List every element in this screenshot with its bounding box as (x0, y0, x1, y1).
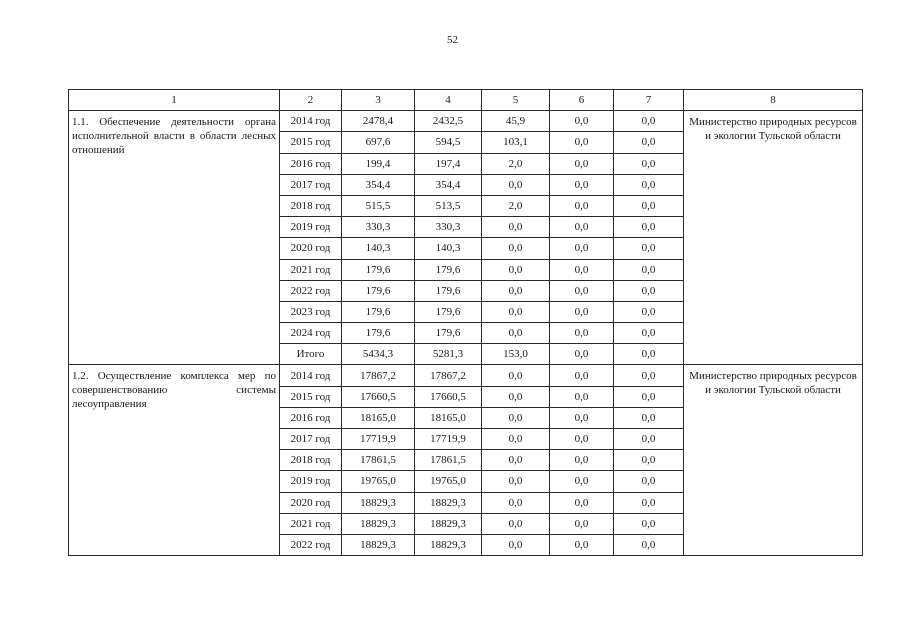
year-cell: 2022 год (280, 534, 342, 555)
value-cell: 0,0 (614, 280, 684, 301)
value-cell: 18829,3 (342, 492, 415, 513)
value-cell: 0,0 (550, 217, 614, 238)
value-cell: 17861,5 (342, 450, 415, 471)
value-cell: 0,0 (614, 534, 684, 555)
budget-table (68, 89, 863, 556)
value-cell: 0,0 (550, 386, 614, 407)
value-cell: 0,0 (550, 450, 614, 471)
header-col-2: 2 (280, 90, 342, 111)
value-cell: 0,0 (550, 471, 614, 492)
value-cell: 0,0 (482, 365, 550, 386)
value-cell: 0,0 (614, 344, 684, 365)
value-cell: 354,4 (342, 174, 415, 195)
value-cell: 0,0 (482, 534, 550, 555)
table-row (69, 365, 863, 386)
value-cell: 17861,5 (415, 450, 482, 471)
year-cell: 2016 год (280, 153, 342, 174)
value-cell: 197,4 (415, 153, 482, 174)
value-cell: 0,0 (614, 195, 684, 216)
value-cell: 0,0 (482, 386, 550, 407)
table-row (69, 111, 863, 132)
value-cell: 0,0 (614, 174, 684, 195)
value-cell: 0,0 (550, 513, 614, 534)
value-cell: 0,0 (614, 407, 684, 428)
value-cell: 19765,0 (415, 471, 482, 492)
value-cell: 179,6 (415, 301, 482, 322)
value-cell: 0,0 (614, 111, 684, 132)
year-cell: 2014 год (280, 111, 342, 132)
value-cell: 0,0 (482, 407, 550, 428)
value-cell: 0,0 (550, 259, 614, 280)
value-cell: 18829,3 (415, 492, 482, 513)
value-cell: 2432,5 (415, 111, 482, 132)
value-cell: 17867,2 (342, 365, 415, 386)
responsible-executor: Министерство природных ресурсов и экологии Тульской области (684, 111, 863, 365)
value-cell: 697,6 (342, 132, 415, 153)
value-cell: 594,5 (415, 132, 482, 153)
value-cell: 0,0 (482, 513, 550, 534)
header-col-6: 6 (550, 90, 614, 111)
page-number: 52 (447, 34, 458, 46)
value-cell: 0,0 (482, 259, 550, 280)
year-cell: 2022 год (280, 280, 342, 301)
measure-description: 1.2. Осуществление комплекса мер по совершенствованию системы лесоуправления (69, 365, 280, 556)
year-cell: 2021 год (280, 259, 342, 280)
value-cell: 0,0 (550, 195, 614, 216)
value-cell: 0,0 (482, 217, 550, 238)
value-cell: 45,9 (482, 111, 550, 132)
year-cell: Итого (280, 344, 342, 365)
value-cell: 0,0 (614, 492, 684, 513)
year-cell: 2017 год (280, 429, 342, 450)
value-cell: 0,0 (482, 301, 550, 322)
year-cell: 2019 год (280, 471, 342, 492)
value-cell: 513,5 (415, 195, 482, 216)
year-cell: 2023 год (280, 301, 342, 322)
value-cell: 153,0 (482, 344, 550, 365)
value-cell: 0,0 (550, 344, 614, 365)
value-cell: 103,1 (482, 132, 550, 153)
value-cell: 330,3 (415, 217, 482, 238)
year-cell: 2020 год (280, 238, 342, 259)
year-cell: 2018 год (280, 450, 342, 471)
value-cell: 17660,5 (342, 386, 415, 407)
year-cell: 2018 год (280, 195, 342, 216)
value-cell: 0,0 (614, 513, 684, 534)
value-cell: 0,0 (550, 132, 614, 153)
value-cell: 0,0 (614, 153, 684, 174)
value-cell: 179,6 (342, 323, 415, 344)
value-cell: 0,0 (482, 492, 550, 513)
year-cell: 2024 год (280, 323, 342, 344)
value-cell: 18829,3 (415, 534, 482, 555)
value-cell: 0,0 (550, 174, 614, 195)
value-cell: 0,0 (614, 471, 684, 492)
value-cell: 0,0 (550, 323, 614, 344)
value-cell: 0,0 (550, 301, 614, 322)
year-cell: 2021 год (280, 513, 342, 534)
value-cell: 0,0 (482, 174, 550, 195)
header-col-7: 7 (614, 90, 684, 111)
value-cell: 17867,2 (415, 365, 482, 386)
value-cell: 0,0 (550, 429, 614, 450)
value-cell: 0,0 (614, 386, 684, 407)
header-col-3: 3 (342, 90, 415, 111)
header-row (69, 90, 863, 111)
value-cell: 140,3 (415, 238, 482, 259)
value-cell: 0,0 (550, 111, 614, 132)
value-cell: 0,0 (482, 238, 550, 259)
value-cell: 0,0 (550, 238, 614, 259)
table-body (69, 111, 863, 556)
year-cell: 2017 год (280, 174, 342, 195)
value-cell: 199,4 (342, 153, 415, 174)
header-col-4: 4 (415, 90, 482, 111)
value-cell: 179,6 (342, 280, 415, 301)
value-cell: 0,0 (614, 450, 684, 471)
value-cell: 0,0 (614, 301, 684, 322)
value-cell: 0,0 (614, 323, 684, 344)
value-cell: 0,0 (614, 217, 684, 238)
value-cell: 0,0 (550, 407, 614, 428)
value-cell: 0,0 (550, 153, 614, 174)
value-cell: 18165,0 (415, 407, 482, 428)
value-cell: 18829,3 (342, 513, 415, 534)
value-cell: 18829,3 (415, 513, 482, 534)
value-cell: 5434,3 (342, 344, 415, 365)
value-cell: 179,6 (342, 301, 415, 322)
value-cell: 0,0 (482, 280, 550, 301)
value-cell: 17719,9 (415, 429, 482, 450)
value-cell: 0,0 (482, 450, 550, 471)
value-cell: 17660,5 (415, 386, 482, 407)
value-cell: 19765,0 (342, 471, 415, 492)
year-cell: 2015 год (280, 386, 342, 407)
value-cell: 2,0 (482, 195, 550, 216)
value-cell: 0,0 (550, 365, 614, 386)
value-cell: 0,0 (550, 280, 614, 301)
year-cell: 2020 год (280, 492, 342, 513)
value-cell: 0,0 (550, 492, 614, 513)
value-cell: 330,3 (342, 217, 415, 238)
value-cell: 18165,0 (342, 407, 415, 428)
value-cell: 2,0 (482, 153, 550, 174)
value-cell: 515,5 (342, 195, 415, 216)
header-col-8: 8 (684, 90, 863, 111)
value-cell: 17719,9 (342, 429, 415, 450)
year-cell: 2016 год (280, 407, 342, 428)
value-cell: 5281,3 (415, 344, 482, 365)
value-cell: 0,0 (614, 259, 684, 280)
value-cell: 179,6 (415, 259, 482, 280)
responsible-executor: Министерство природных ресурсов и экологии Тульской области (684, 365, 863, 556)
value-cell: 179,6 (342, 259, 415, 280)
value-cell: 18829,3 (342, 534, 415, 555)
value-cell: 0,0 (482, 471, 550, 492)
year-cell: 2014 год (280, 365, 342, 386)
value-cell: 0,0 (550, 534, 614, 555)
value-cell: 0,0 (614, 429, 684, 450)
header-col-5: 5 (482, 90, 550, 111)
measure-description: 1.1. Обеспечение деятельности органа исполнительной власти в области лесных отношений (69, 111, 280, 365)
value-cell: 179,6 (415, 280, 482, 301)
value-cell: 0,0 (482, 429, 550, 450)
value-cell: 0,0 (614, 238, 684, 259)
value-cell: 179,6 (415, 323, 482, 344)
value-cell: 140,3 (342, 238, 415, 259)
value-cell: 0,0 (614, 132, 684, 153)
value-cell: 2478,4 (342, 111, 415, 132)
header-col-1: 1 (69, 90, 280, 111)
year-cell: 2015 год (280, 132, 342, 153)
value-cell: 0,0 (614, 365, 684, 386)
year-cell: 2019 год (280, 217, 342, 238)
value-cell: 354,4 (415, 174, 482, 195)
value-cell: 0,0 (482, 323, 550, 344)
